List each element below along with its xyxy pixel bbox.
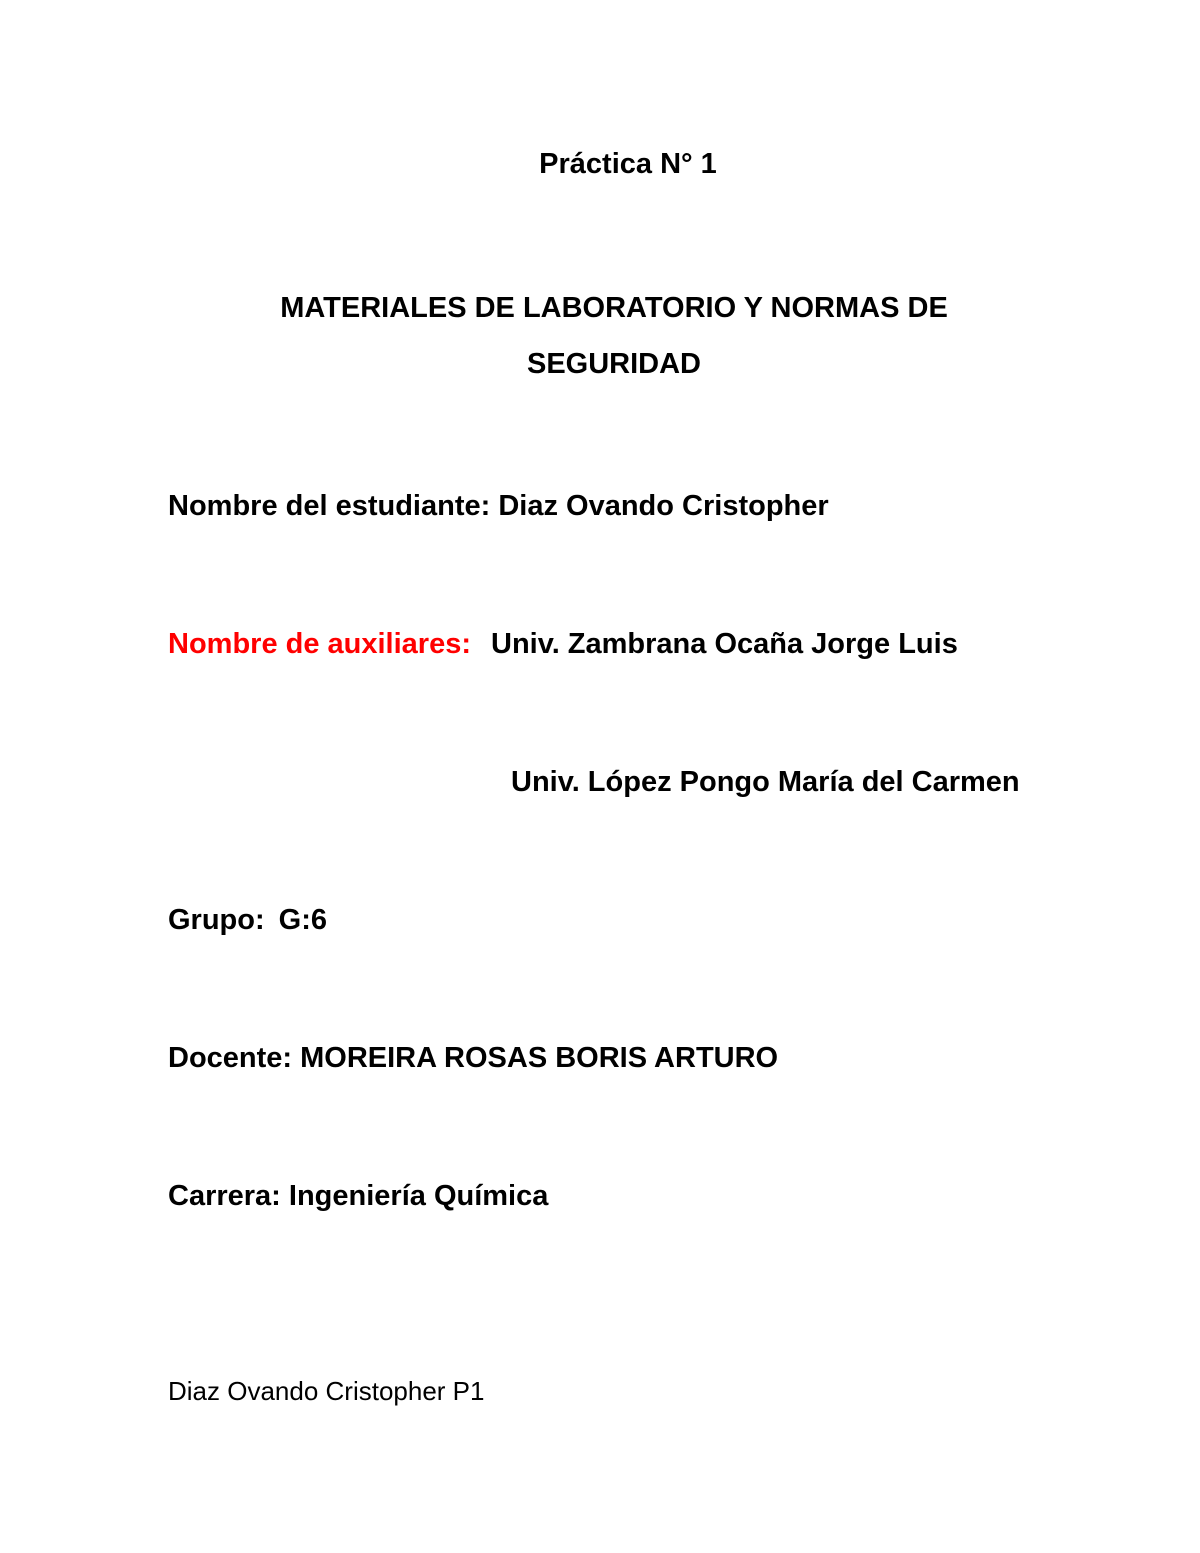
- document-title-line-2: SEGURIDAD: [526, 348, 701, 380]
- page-footer: Diaz Ovando Cristopher P1: [168, 1376, 485, 1406]
- student-name: Nombre del estudiante: Diaz Ovando Cristopher: [168, 490, 829, 522]
- assistants-row: [168, 626, 958, 662]
- career-name: Carrera: Ingeniería Química: [168, 1180, 549, 1212]
- group-row: [168, 902, 327, 938]
- assistant-1-name: Univ. Zambrana Ocaña Jorge Luis: [491, 628, 958, 660]
- teacher-name: Docente: MOREIRA ROSAS BORIS ARTURO: [168, 1042, 779, 1074]
- document-title-line-1: MATERIALES DE LABORATORIO Y NORMAS DE: [280, 292, 948, 324]
- group-label: Grupo:: [168, 904, 265, 936]
- practice-title: Práctica N° 1: [539, 148, 717, 180]
- assistants-label: Nombre de auxiliares:: [168, 628, 471, 660]
- assistant-2-name: Univ. López Pongo María del Carmen: [511, 766, 1020, 798]
- group-value: G:6: [278, 904, 327, 936]
